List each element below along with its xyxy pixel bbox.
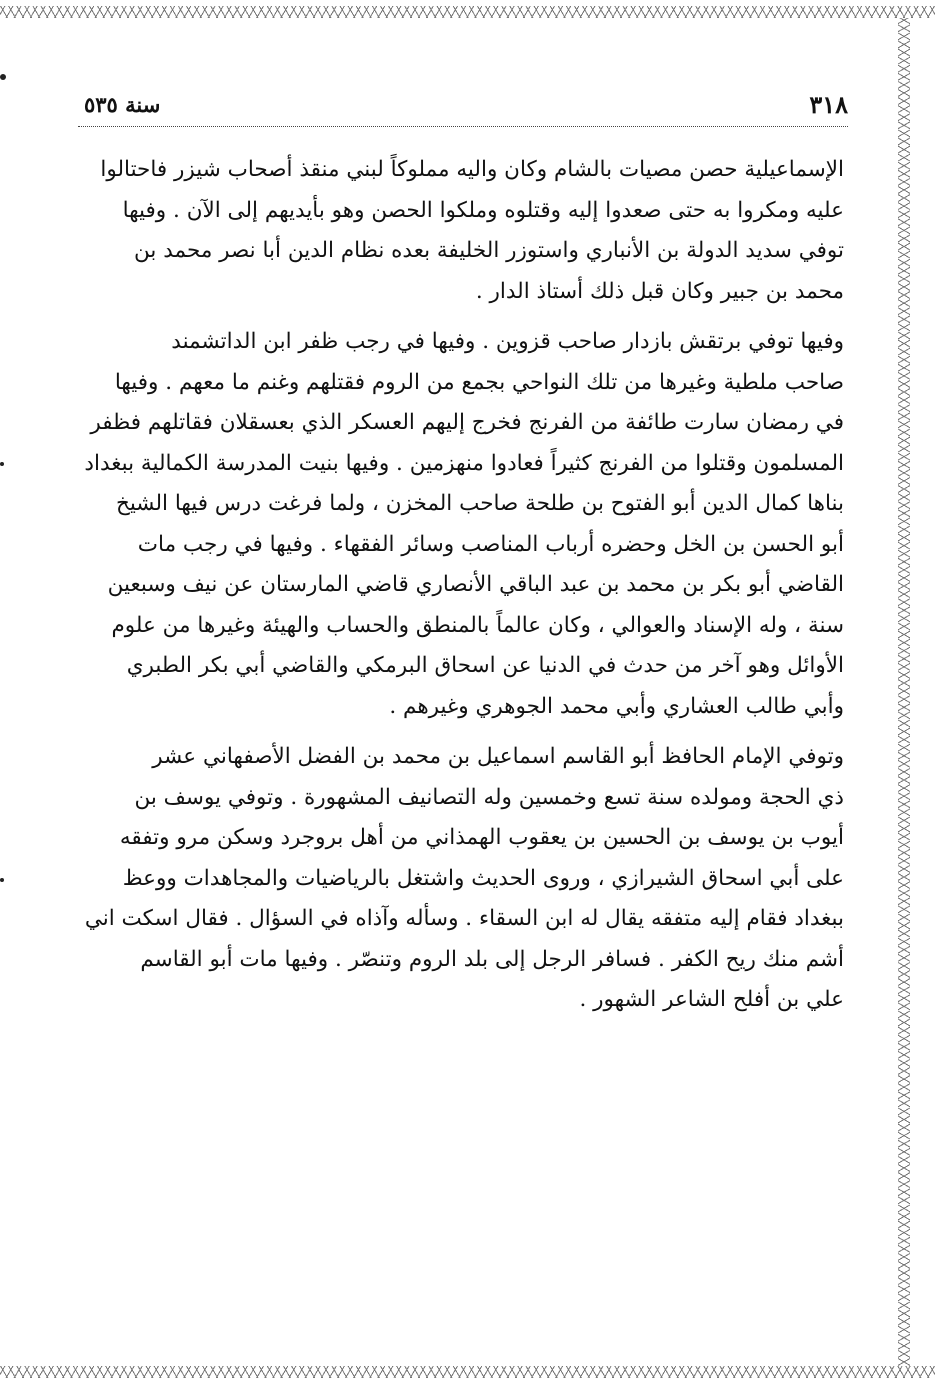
text-line: وتوفي الإمام الحافظ أبو القاسم اسماعيل بن محمد بن الفضل الأصفهاني عشر xyxy=(152,744,844,769)
paragraph xyxy=(78,150,844,312)
paragraph xyxy=(78,322,844,727)
margin-mark xyxy=(0,878,4,882)
text-line: ببغداد فقام إليه متفقه يقال له ابن السقاء . وسأله وآذاه في السؤال . فقال اسكت اني xyxy=(84,906,844,931)
page-header xyxy=(78,86,848,127)
text-line: عليه ومكروا به حتى صعدوا إليه وقتلوه وملكوا الحصن وهو بأيديهم إلى الآن . وفيها xyxy=(122,197,844,223)
right-ornamental-border xyxy=(898,18,910,1366)
text-line: بناها كمال الدين أبو الفتوح بن طلحة صاحب المخزن ، ولما فرغت درس فيها الشيخ xyxy=(115,491,844,516)
text-line: في رمضان سارت طائفة من الفرنج فخرج إليهم العسكر الذي بعسقلان فقاتلهم فظفر xyxy=(90,410,844,435)
margin-mark xyxy=(0,462,4,466)
text-line: توفي سديد الدولة بن الأنباري واستوزر الخليفة بعده نظام الدين أبا نصر محمد بن xyxy=(134,238,844,263)
margin-mark xyxy=(0,74,6,80)
text-line: أشم منك ريح الكفر . فسافر الرجل إلى بلد الروم وتنصّر . وفيها مات أبو القاسم xyxy=(140,946,844,972)
top-ornamental-border xyxy=(0,6,935,18)
text-line: القاضي أبو بكر بن محمد بن عبد الباقي الأنصاري قاضي المارستان عن نيف وسبعين xyxy=(107,572,844,597)
text-line: المسلمون وقتلوا من الفرنج كثيراً فعادوا منهزمين . وفيها بنيت المدرسة الكمالية ببغداد xyxy=(84,450,844,476)
text-line: وفيها توفي برتقش بازدار صاحب قزوين . وفيها في رجب ظفر ابن الداتشمند xyxy=(171,329,844,354)
page-number: ٣١٨ xyxy=(809,90,848,119)
running-head-year: سنة ٥٣٥ xyxy=(84,92,161,117)
text-line: على أبي اسحاق الشيرازي ، وروى الحديث واشتغل بالرياضيات والمجاهدات ووعظ xyxy=(122,865,844,891)
paragraph xyxy=(78,737,844,1021)
text-line: أيوب بن يوسف بن الحسين بن يعقوب الهمذاني من أهل بروجرد وسكن مرو وتفقه xyxy=(119,825,844,850)
body-text xyxy=(78,150,844,1021)
text-line: ذي الحجة ومولده سنة تسع وخمسين وله التصانيف المشهورة . وتوفي يوسف بن xyxy=(134,784,844,810)
text-line: الأوائل وهو آخر من حدث في الدنيا عن اسحاق البرمكي والقاضي أبي بكر الطبري xyxy=(126,653,844,678)
text-line: أبو الحسن بن الخل وحضره أرباب المناصب وسائر الفقهاء . وفيها في رجب مات xyxy=(137,531,844,557)
text-line: وأبي طالب العشاري وأبي محمد الجوهري وغيرهم . xyxy=(389,693,844,719)
text-line: سنة ، وله الإسناد والعوالي ، وكان عالماً بالمنطق والحساب والهيئة وغيرها من علوم xyxy=(111,612,844,638)
text-line: علي بن أفلح الشاعر الشهور . xyxy=(579,987,844,1012)
text-line: الإسماعيلية حصن مصيات بالشام وكان واليه مملوكاً لبني منقذ أصحاب شيزر فاحتالوا xyxy=(100,157,844,182)
text-line: صاحب ملطية وغيرها من تلك النواحي بجمع من الروم فقتلهم وغنم ما معهم . وفيها xyxy=(114,369,844,395)
text-line: محمد بن جبير وكان قبل ذلك أستاذ الدار . xyxy=(475,278,844,304)
bottom-ornamental-border xyxy=(0,1366,935,1378)
